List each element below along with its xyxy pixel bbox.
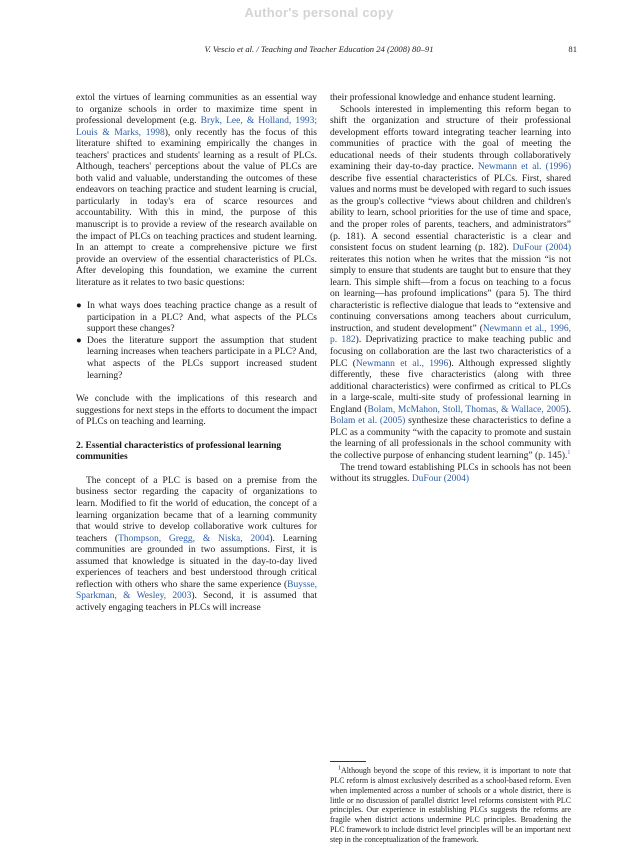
running-head: V. Vescio et al. / Teaching and Teacher Education 24 (2008) 80–91 — [204, 44, 434, 54]
list-item: ● In what ways does teaching practice change as a result of participation in a PLC? And, what aspects of the PLCs support these changes? — [76, 301, 317, 335]
footnote-divider — [330, 761, 366, 762]
left-paragraph-2: We conclude with the implications of this research and suggestions for next steps in the efforts to document the impact of PLCs on teaching and learning. — [76, 394, 317, 428]
research-questions-list — [76, 301, 317, 382]
left-paragraph-3: The concept of a PLC is based on a premise from the business sector regarding the capacity of organizations to learn. Modified to fit the world of education, the concept of a learning organization became that of a learning community that would strive to develop collaborative work cultures for teachers (Thompson, Gregg, & Niska, 2004). Learning communities are grounded in two assumptions. First, it is assumed that knowledge is situated in the day-to-day lived experiences of teachers and best understood through critical reflection with others who share the same experience (Buysse, Sparkman, & Wesley, 2003). Second, it is assumed that actively engaging teachers in PLCs will increase — [76, 475, 318, 613]
citation-link[interactable]: Bryk, Lee, & Holland, 1993; Louis & Marks, 1998 — [76, 116, 318, 138]
citation-link[interactable]: Newmann et al. (1996) — [477, 162, 571, 173]
watermark: Author's personal copy — [244, 5, 394, 20]
bullet-icon: ● — [76, 301, 82, 312]
left-paragraph-1: extol the virtues of learning communities as an essential way to organize schools in order to maximize time spent in professional development (e.g. Bryk, Lee, & Holland, 1993; Louis & Marks, 1998), only recently has the focus of this literature shifted to examining empirically the changes in teachers' practices and students' learning as a result of PLCs. Although, teachers' perceptions about the value of PLCs are both valid and valuable, understanding the outcomes of these endeavors on teaching practice and student learning is crucial, particularly in today's era of scarce resources and accountability. With this in mind, the purpose of this manuscript is to provide a review of the research available on the impact of PLCs on teaching practices and student learning. In an attempt to create a comprehensive picture we first provide an overview of the essential characteristics of PLCs. After developing this foundation, we examine the current literature as it relates to two basic questions: — [76, 93, 318, 288]
right-paragraph-1: their professional knowledge and enhance student learning. — [330, 93, 556, 103]
page-number: 81 — [568, 44, 577, 54]
list-item: ● Does the literature support the assumption that student learning increases when teachers participate in a PLC? And, what aspects of the PLCs support increased student learning? — [76, 335, 317, 381]
footnote-marker: 1 — [338, 765, 341, 772]
citation-link[interactable]: Bolam, McMahon, Stoll, Thomas, & Wallace, 2005 — [367, 404, 566, 415]
citation-link[interactable]: DuFour (2004) — [411, 474, 470, 485]
right-column — [330, 93, 571, 486]
footnote — [330, 766, 571, 845]
citation-link[interactable]: Newmann et al., 1996, p. 182 — [330, 323, 571, 346]
right-paragraph-3: The trend toward establishing PLCs in schools has not been without its struggles. DuFour (2004) — [330, 462, 571, 485]
citation-link[interactable]: Buysse, Sparkman, & Wesley, 2003 — [76, 579, 317, 602]
footnote-ref[interactable]: 1 — [567, 449, 571, 456]
left-column — [76, 93, 317, 614]
footnote-text: Although beyond the scope of this review, it is important to note that PLC reform is almost exclusively described as a school-based reform. Even when implemented across a number of schools or a whole district, there is little or no discussion of parallel district level reforms consistent with PLC principles. Our experience in establishing PLCs suggests the reforms are fragile when district actions undermine PLC principles. Broadening the PLC framework to include district level principles will be an important next step in the conceptualization of the framework. — [330, 766, 571, 844]
citation-link[interactable]: Newmann et al., 1996 — [355, 358, 449, 369]
bullet-icon: ● — [76, 335, 82, 346]
section-heading: 2. Essential characteristics of professional learning communities — [76, 440, 282, 463]
citation-link[interactable]: DuFour (2004) — [512, 243, 571, 254]
right-paragraph-2: Schools interested in implementing this reform began to shift the organization and structure of their professional development efforts toward integrating teacher learning into communities of practice with the goal of meeting the educational needs of their students through collaboratively examining their day-to-day practice. Newmann et al. (1996) describe five essential characteristics of PLCs. First, shared values and norms must be developed with regard to such issues as the group's collective “views about children and children's ability to learn, school priorities for the use of time and space, and the proper roles of parents, teachers, and administrators” (p. 181). A second essential characteristic is a clear and consistent focus on student learning (p. 182). DuFour (2004) reiterates this notion when he writes that the mission “is not simply to ensure that students are taught but to ensure that they learn. This simple shift—from a focus on teaching to a focus on learning—has profound implications” (para 5). The third characteristic is reflective dialogue that leads to “extensive and continuing conversations among teachers about curriculum, instruction, and student development” (Newmann et al., 1996, p. 182). Deprivatizing practice to make teaching public and focusing on collaboration are the last two characteristics of a PLC (Newmann et al., 1996). Although expressed slightly differently, these five characteristics (along with three additional characteristics) were confirmed as critical to PLCs in a large-scale, multi-site study of professional learning in England (Bolam, McMahon, Stoll, Thomas, & Wallace, 2005). Bolam et al. (2005) synthesize these characteristics to define a PLC as a community “with the capacity to promote and sustain the learning of all professionals in the school community with the collective purpose of enhancing student learning” (p. 145).$^1$ — [330, 104, 572, 461]
citation-link[interactable]: Thompson, Gregg, & Niska, 2004 — [118, 533, 270, 544]
citation-link[interactable]: Bolam et al. (2005) — [330, 416, 406, 427]
